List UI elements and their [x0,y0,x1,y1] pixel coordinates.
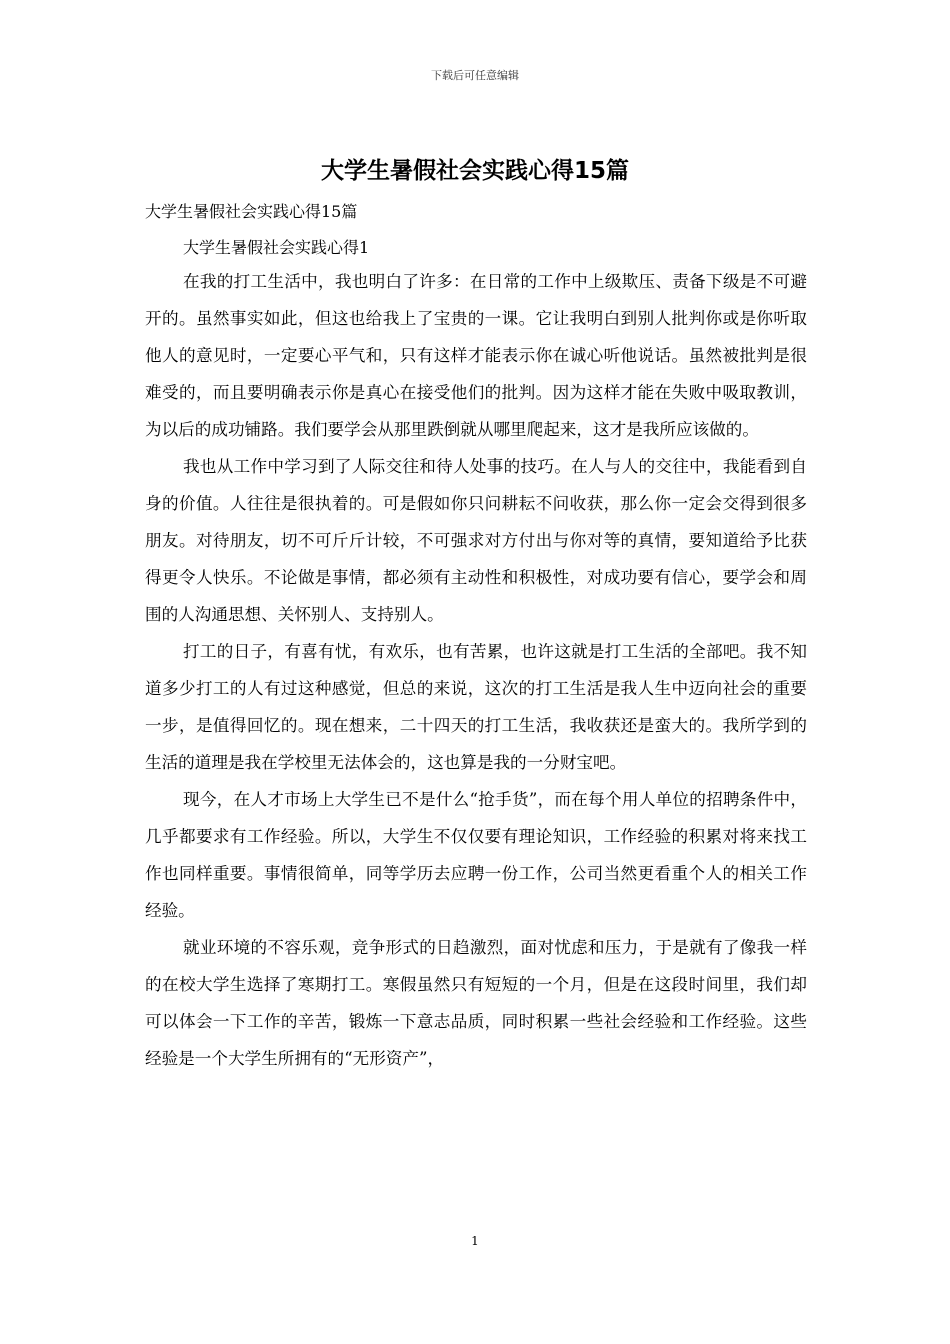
page-number: 1 [471,1234,479,1248]
page-header-note: 下载后可任意编辑 [431,69,519,82]
document-title: 大学生暑假社会实践心得15篇 [320,158,629,184]
paragraph-3: 打工的日子，有喜有忧，有欢乐，也有苦累，也许这就是打工生活的全部吧。我不知道多少打工的人有过这种感觉，但总的来说，这次的打工生活是我人生中迈向社会的重要一步，是值得回忆的。现在想来，二十四天的打工生活，我收获还是蛮大的。我所学到的生活的道理是我在学校里无法体会的，这也算是我的一分财宝吧。 [145,642,807,772]
paragraph-5: 就业环境的不容乐观，竞争形式的日趋激烈，面对忧虑和压力，于是就有了像我一样的在校大学生选择了寒期打工。寒假虽然只有短短的一个月，但是在这段时间里，我们却可以体会一下工作的辛苦，锻炼一下意志品质，同时积累一些社会经验和工作经验。这些经验是一个大学生所拥有的“无形资产”， [145,938,807,1068]
paragraph-4: 现今，在人才市场上大学生已不是什么“抢手货”，而在每个用人单位的招聘条件中，几乎都要求有工作经验。所以，大学生不仅仅要有理论知识，工作经验的积累对将来找工作也同样重要。事情很简单，同等学历去应聘一份工作，公司当然更看重个人的相关工作经验。 [145,790,807,920]
document-subtitle: 大学生暑假社会实践心得15篇 [145,202,358,221]
section-heading: 大学生暑假社会实践心得1 [183,238,370,257]
paragraph-1: 在我的打工生活中，我也明白了许多：在日常的工作中上级欺压、责备下级是不可避开的。虽然事实如此，但这也给我上了宝贵的一课。它让我明白到别人批判你或是你听取他人的意见时，一定要心平气和，只有这样才能表示你在诚心听他说话。虽然被批判是很难受的，而且要明确表示你是真心在接受他们的批判。因为这样才能在失败中吸取教训，为以后的成功铺路。我们要学会从那里跌倒就从哪里爬起来，这才是我所应该做的。 [145,272,807,439]
document-body [145,197,807,1077]
paragraph-2: 我也从工作中学习到了人际交往和待人处事的技巧。在人与人的交往中，我能看到自身的价值。人往往是很执着的。可是假如你只问耕耘不问收获，那么你一定会交得到很多朋友。对待朋友，切不可斤斤计较，不可强求对方付出与你对等的真情，要知道给予比获得更令人快乐。不论做是事情，都必须有主动性和积极性，对成功要有信心，要学会和周围的人沟通思想、关怀别人、支持别人。 [145,457,807,624]
